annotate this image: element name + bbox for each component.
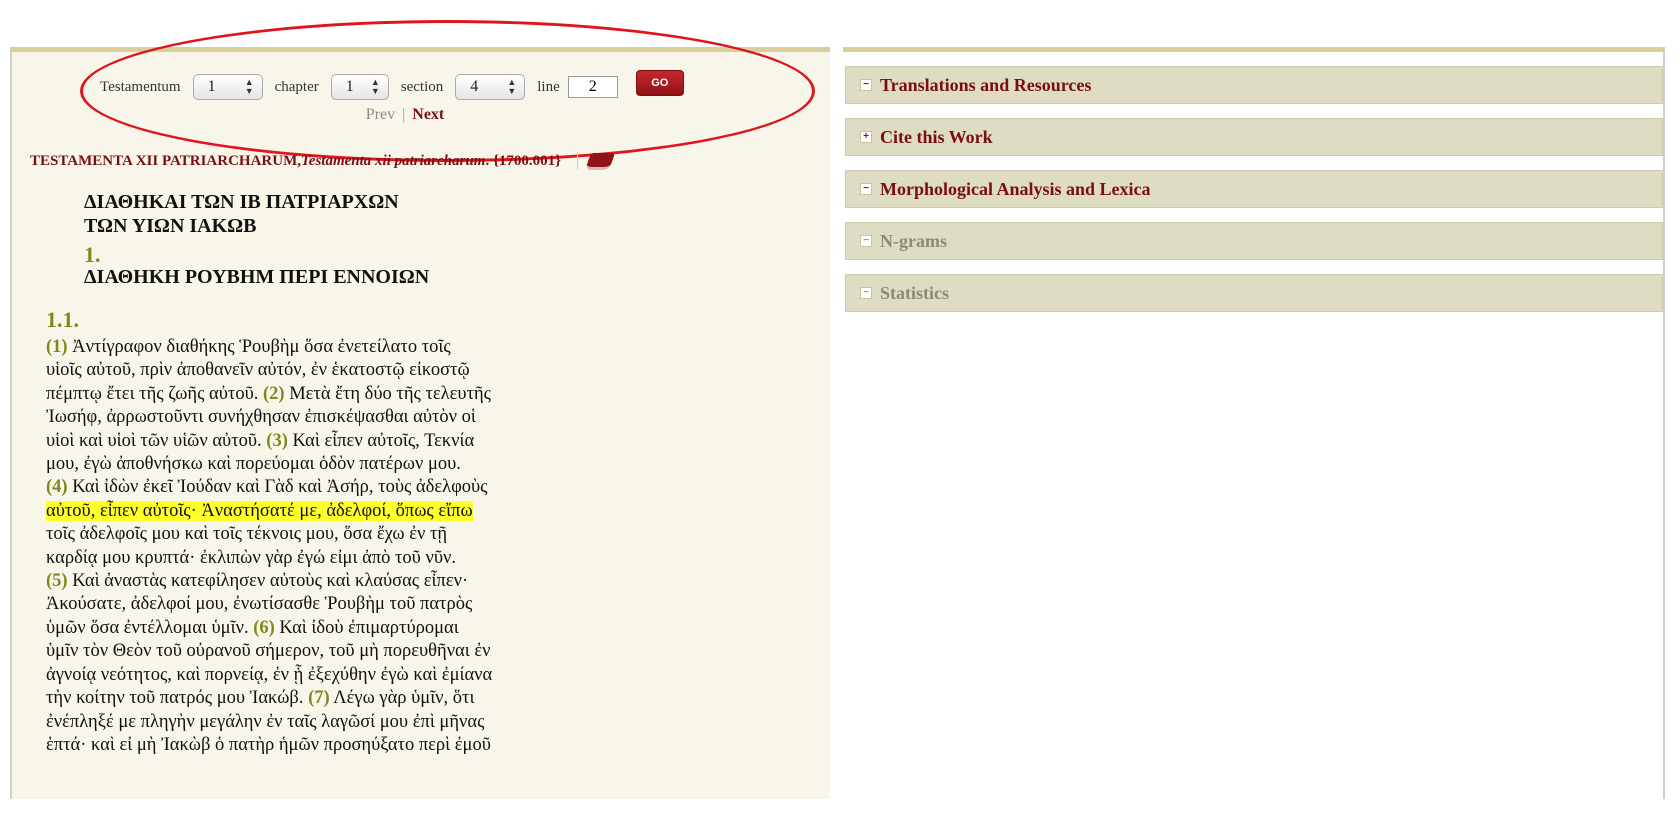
chapter-select[interactable] — [331, 74, 389, 100]
text-panel — [10, 47, 830, 799]
next-link[interactable]: Next — [412, 106, 445, 123]
testamentum-label: Testamentum — [100, 78, 181, 95]
verse-number: (3) — [266, 430, 288, 451]
book-subtitle: ΔΙΑΘΗΚΗ ΡΟΥΒΗΜ ΠΕΡΙ ΕΝΝΟΙΩΝ — [84, 266, 430, 288]
title-divider — [577, 152, 578, 170]
text-line: (5) Καὶ ἀναστὰς κατεφίλησεν αὐτοὺς καὶ κλαύσας εἶπεν· — [46, 571, 469, 592]
select-arrows-icon: ▲ ▼ — [244, 77, 254, 96]
collapse-icon: − — [860, 235, 872, 247]
panel-translations-resources[interactable] — [845, 66, 1663, 104]
text-line: Ἰωσήφ, ἀρρωστοῦντι συνήχθησαν ἐπισκέψασθαι αὐτὸν οἱ — [46, 407, 476, 428]
book-icon[interactable] — [585, 153, 615, 170]
heading-line-1: ΔΙΑΘΗΚΑΙ ΤΩΝ ΙΒ ΠΑΤΡΙΑΡΧΩΝ — [84, 191, 399, 213]
text-line: καρδίᾳ μου κρυπτά· ἐκλιπὼν γὰρ ἐγώ εἰμι ἀπὸ τοῦ νῦν. — [46, 547, 456, 568]
work-heading — [84, 190, 399, 238]
prev-next-links — [100, 106, 770, 124]
collapse-icon: − — [860, 183, 872, 195]
text-line: (1) Ἀντίγραφον διαθήκης Ῥουβὴμ ὅσα ἐνετείλατο τοῖς — [46, 337, 451, 357]
chapter-label: chapter — [274, 78, 319, 95]
panel-cite-this-work[interactable] — [845, 118, 1663, 156]
testamentum-value: 1 — [207, 78, 216, 95]
verse-number: (2) — [262, 383, 285, 404]
select-arrows-icon: ▲ ▼ — [370, 77, 380, 96]
text-line: υἱοὶ καὶ υἱοὶ τῶν υἱῶν αὐτοῦ. (3) Καὶ εἶπεν αὐτοῖς, Τεκνία — [46, 430, 475, 451]
expand-icon: + — [860, 131, 872, 143]
text-line: υἱοῖς αὐτοῦ, πρὶν ἀποθανεῖν αὐτόν, ἐν ἑκατοστῷ εἰκοστῷ — [46, 360, 470, 381]
prev-link[interactable]: Prev — [365, 106, 396, 123]
work-id: . {1700.001} — [485, 152, 562, 169]
chapter-value: 1 — [345, 78, 354, 95]
text-line: ἀγνοίᾳ νεότητος, καὶ πορνείᾳ, ἐν ᾗ ἐξεχύθην ἐγὼ καὶ ἐμίανα — [46, 664, 493, 685]
heading-line-2: ΤΩΝ ΥΙΩΝ ΙΑΚΩΒ — [84, 215, 257, 237]
section-label: section — [400, 78, 444, 95]
text-line: ἐνέπληξέ με πληγὴν μεγάλην ἐν ταῖς λαγῶσί μου ἐπὶ μῆνας — [46, 711, 485, 732]
text-line — [46, 500, 696, 523]
panel-label: Translations and Resources — [880, 74, 1092, 95]
panel-label: Morphological Analysis and Lexica — [880, 178, 1151, 199]
collapse-icon: − — [860, 79, 872, 91]
verse-number: (6) — [253, 617, 275, 638]
text-line: τὴν κοίτην τοῦ πατρός μου Ἰακώβ. (7) Λέγω γὰρ ὑμῖν, ὅτι — [46, 688, 475, 709]
text-line: ἑπτά· καὶ εἰ μὴ Ἰακὼβ ὁ πατὴρ ἡμῶν προσηύξατο περὶ ἐμοῦ — [46, 734, 491, 755]
work-title-italic: Testamenta xii patriarcharum — [301, 152, 486, 169]
book-number: 1. — [84, 242, 101, 267]
verse-number: (5) — [46, 571, 68, 592]
go-button[interactable]: GO — [636, 70, 684, 96]
text-line: Ἀκούσατε, ἀδελφοί μου, ἐνωτίσασθε Ῥουβὴμ τοῦ πατρὸς — [46, 594, 473, 615]
highlighted-text: αὐτοῦ, εἶπεν αὐτοῖς· Ἀναστήσατέ με, ἀδελφοί, ὅπως εἴπω — [46, 500, 473, 521]
section-select[interactable] — [455, 74, 525, 100]
panel-morphological-analysis[interactable] — [845, 170, 1663, 208]
greek-text — [46, 336, 696, 757]
text-line: μου, ἐγὼ ἀποθνήσκω καὶ πορεύομαι ὁδὸν πατέρων μου. — [46, 454, 461, 475]
text-line: ὑμῖν τὸν Θεὸν τοῦ οὐρανοῦ σήμερον, τοῦ μὴ πορευθῆναι ἐν — [46, 641, 491, 662]
work-author: TESTAMENTA XII PATRIARCHARUM, — [30, 152, 301, 169]
verse-number: (4) — [46, 477, 68, 498]
collapse-icon: − — [860, 287, 872, 299]
verse-number: (1) — [46, 337, 68, 357]
panel-label: Statistics — [880, 282, 949, 303]
panel-label: Cite this Work — [880, 126, 993, 147]
testamentum-select[interactable] — [193, 74, 263, 100]
section-number: 1.1. — [46, 307, 79, 332]
verse-number: (7) — [308, 688, 330, 709]
tools-panel — [843, 47, 1665, 799]
text-line: (4) Καὶ ἰδὼν ἐκεῖ Ἰούδαν καὶ Γὰδ καὶ Ἀσήρ, τοὺς ἀδελφοὺς — [46, 477, 488, 498]
section-value: 4 — [470, 78, 479, 95]
link-separator: | — [402, 106, 406, 123]
select-arrows-icon: ▲ ▼ — [507, 77, 517, 96]
text-line: πέμπτῳ ἔτει τῆς ζωῆς αὐτοῦ. (2) Μετὰ ἔτη δύο τῆς τελευτῆς — [46, 383, 492, 404]
panel-n-grams[interactable] — [845, 222, 1663, 260]
line-label: line — [537, 78, 560, 95]
line-input[interactable] — [568, 76, 618, 98]
panel-label: N-grams — [880, 230, 947, 251]
panel-statistics[interactable] — [845, 274, 1663, 312]
citation-navigator — [100, 74, 770, 124]
text-line: τοῖς ἀδελφοῖς μου καὶ τοῖς τέκνοις μου, ὅσα ἔχω ἐν τῇ — [46, 524, 448, 545]
work-title — [30, 152, 612, 170]
text-line: ὑμῶν ὅσα ἐντέλλομαι ὑμῖν. (6) Καὶ ἰδοὺ ἐπιμαρτύρομαι — [46, 617, 459, 638]
